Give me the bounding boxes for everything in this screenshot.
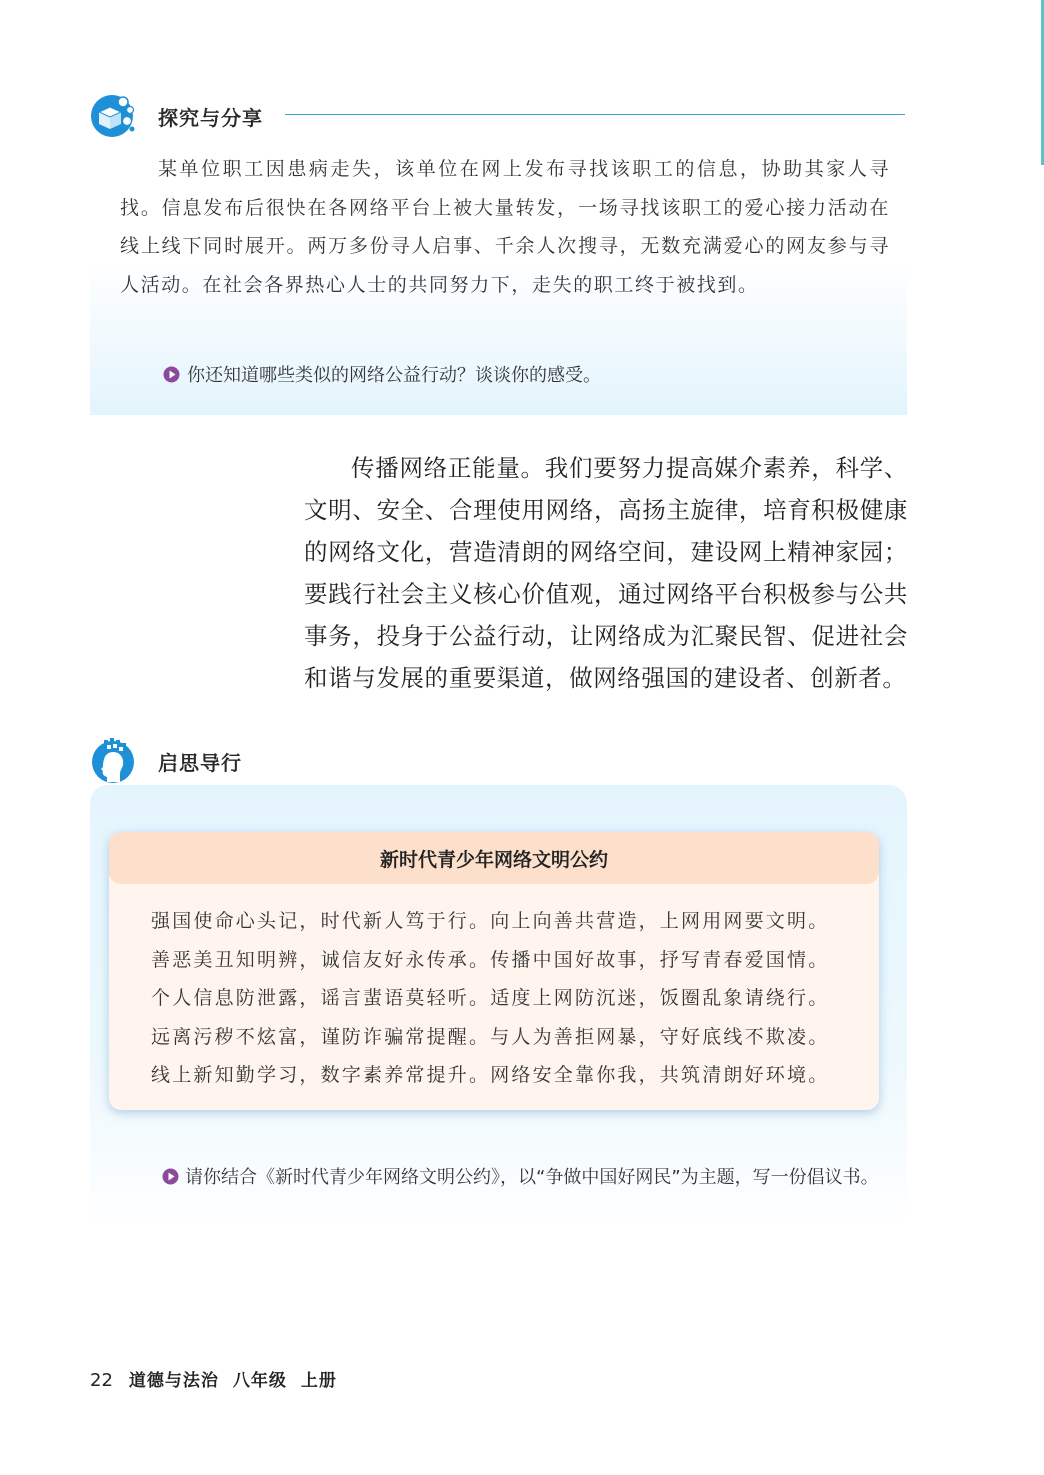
pact-line: 线上新知勤学习，数字素养常提升。网络安全靠你我，共筑清朗好环境。 (151, 1064, 830, 1086)
page-footer (90, 1366, 337, 1391)
inspire-section-title: 启思导行 (158, 750, 242, 775)
pact-card (109, 832, 879, 1110)
section-divider-line (285, 114, 905, 115)
cube-bubbles-icon (90, 93, 136, 139)
pact-lines (109, 902, 879, 1095)
play-arrow-icon (162, 1168, 179, 1185)
person-thinking-icon (90, 738, 136, 784)
explore-question (163, 361, 601, 387)
book-grade: 八年级 (232, 1371, 287, 1391)
inspire-section-header (90, 737, 242, 785)
play-arrow-icon (163, 366, 180, 383)
pact-card-title: 新时代青少年网络文明公约 (109, 832, 879, 884)
explore-section-title: 探究与分享 (158, 105, 263, 130)
pact-line: 善恶美丑知明辨，诚信友好永传承。传播中国好故事，抒写青春爱国情。 (151, 948, 830, 971)
page-number: 22 (90, 1370, 113, 1391)
explore-section-header (90, 92, 263, 140)
book-volume: 上册 (300, 1371, 337, 1391)
inspire-task-text: 请你结合《新时代青少年网络文明公约》，以“争做中国好网民”为主题，写一份倡议书。 (185, 1167, 879, 1188)
explore-story: 某单位职工因患病走失，该单位在网上发布寻找该职工的信息，协助其家人寻找。信息发布后很快在各网络平台上被大量转发，一场寻找该职工的爱心接力活动在线上线下同时展开。两万多份寻人启事、千余人次搜寻，无数充满爱心的网友参与寻人活动。在社会各界热心人士的共同努力下，走失的职工终于被找到。 (120, 158, 890, 296)
main-paragraph: 传播网络正能量。我们要努力提高媒介素养，科学、文明、安全、合理使用网络，高扬主旋律，培育积极健康的网络文化，营造清朗的网络空间，建设网上精神家园；要践行社会主义核心价值观，通过网络平台积极参与公共事务，投身于公益行动，让网络成为汇聚民智、促进社会和谐与发展的重要渠道，做网络强国的建设者、创新者。 (304, 454, 908, 692)
inspire-task (116, 1160, 886, 1196)
pact-line: 强国使命心头记，时代新人笃于行。向上向善共营造，上网用网要文明。 (151, 910, 830, 932)
explore-question-text: 你还知道哪些类似的网络公益行动？谈谈你的感受。 (187, 365, 601, 386)
book-title: 道德与法治 (128, 1371, 219, 1391)
pact-line: 远离污秽不炫富，谨防诈骗常提醒。与人为善拒网暴，守好底线不欺凌。 (151, 1025, 830, 1048)
pact-line: 个人信息防泄露，谣言蜚语莫轻听。适度上网防沉迷，饭圈乱象请绕行。 (151, 987, 830, 1009)
